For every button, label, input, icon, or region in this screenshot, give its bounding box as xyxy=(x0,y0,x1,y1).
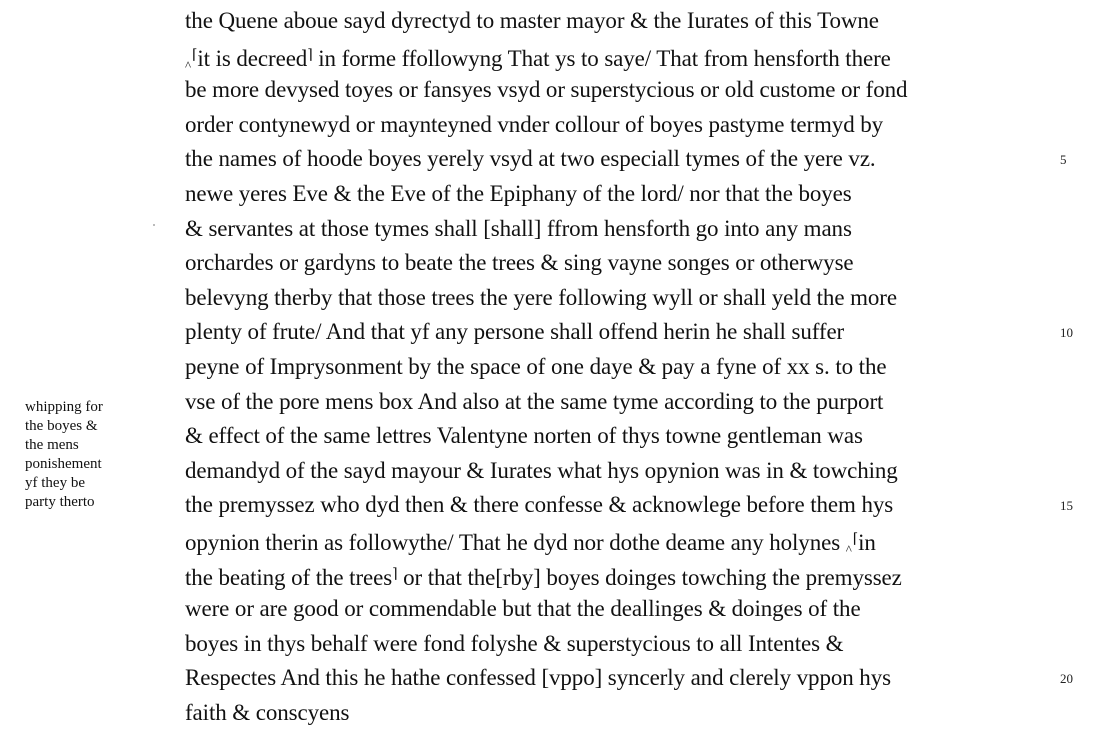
line-number: 10 xyxy=(1060,325,1073,341)
text-line: faith & conscyens xyxy=(185,699,350,725)
text-line: the premyssez who dyd then & there confesse & acknowlege before them hys xyxy=(185,492,894,518)
marginal-note-line: the boyes & xyxy=(25,418,98,434)
text-line: newe yeres Eve & the Eve of the Epiphany of the lord/ nor that the boyes xyxy=(185,180,852,206)
transcription-body xyxy=(185,4,1055,730)
scan-speck xyxy=(153,224,155,226)
text-line: plenty of frute/ And that yf any persone shall offend herin he shall suffer xyxy=(185,319,845,345)
text-line: ^⌈it is decreed⌉ in forme ffollowyng That ys to saye/ That from hensforth there xyxy=(185,45,891,73)
line-number: 5 xyxy=(1060,152,1067,168)
marginal-note-line: party therto xyxy=(25,494,95,510)
marginal-note xyxy=(25,398,165,512)
text-line: boyes in thys behalf were fond folyshe & superstycious to all Intentes & xyxy=(185,630,844,656)
text-line: were or are good or commendable but that the deallinges & doinges of the xyxy=(185,596,861,622)
marginal-note-line: ponishement xyxy=(25,456,102,472)
text-line: vse of the pore mens box And also at the same tyme according to the purport xyxy=(185,388,884,414)
text-line: the names of hoode boyes yerely vsyd at two especiall tymes of the yere vz. xyxy=(185,146,876,172)
text-line: belevyng therby that those trees the yere following wyll or shall yeld the more xyxy=(185,284,897,310)
line-number: 20 xyxy=(1060,671,1073,687)
text-line: & servantes at those tymes shall [shall] ffrom hensforth go into any mans xyxy=(185,215,852,241)
text-line: be more devysed toyes or fansyes vsyd or superstycious or old custome or fond xyxy=(185,77,908,103)
text-line: demandyd of the sayd mayour & Iurates what hys opynion was in & towching xyxy=(185,457,898,483)
marginal-note-line: yf they be xyxy=(25,475,85,491)
text-line: order contynewyd or maynteyned vnder collour of boyes pastyme termyd by xyxy=(185,111,884,137)
text-line: the Quene aboue sayd dyrectyd to master mayor & the Iurates of this Towne xyxy=(185,8,879,33)
text-line: & effect of the same lettres Valentyne norten of thys towne gentleman was xyxy=(185,423,863,449)
marginal-note-line: whipping for xyxy=(25,399,103,415)
text-line: orchardes or gardyns to beate the trees & sing vayne songes or otherwyse xyxy=(185,250,854,276)
text-line: opynion therin as followythe/ That he dyd nor dothe deame any holynes ^⌈in xyxy=(185,529,876,557)
text-line: peyne of Imprysonment by the space of one daye & pay a fyne of xx s. to the xyxy=(185,353,887,379)
text-line: Respectes And this he hathe confessed [vppo] syncerly and clerely vppon hys xyxy=(185,665,891,691)
line-number: 15 xyxy=(1060,498,1073,514)
text-line: the beating of the trees⌉ or that the[rby] boyes doinges towching the premyssez xyxy=(185,564,902,590)
marginal-note-line: the mens xyxy=(25,437,79,453)
